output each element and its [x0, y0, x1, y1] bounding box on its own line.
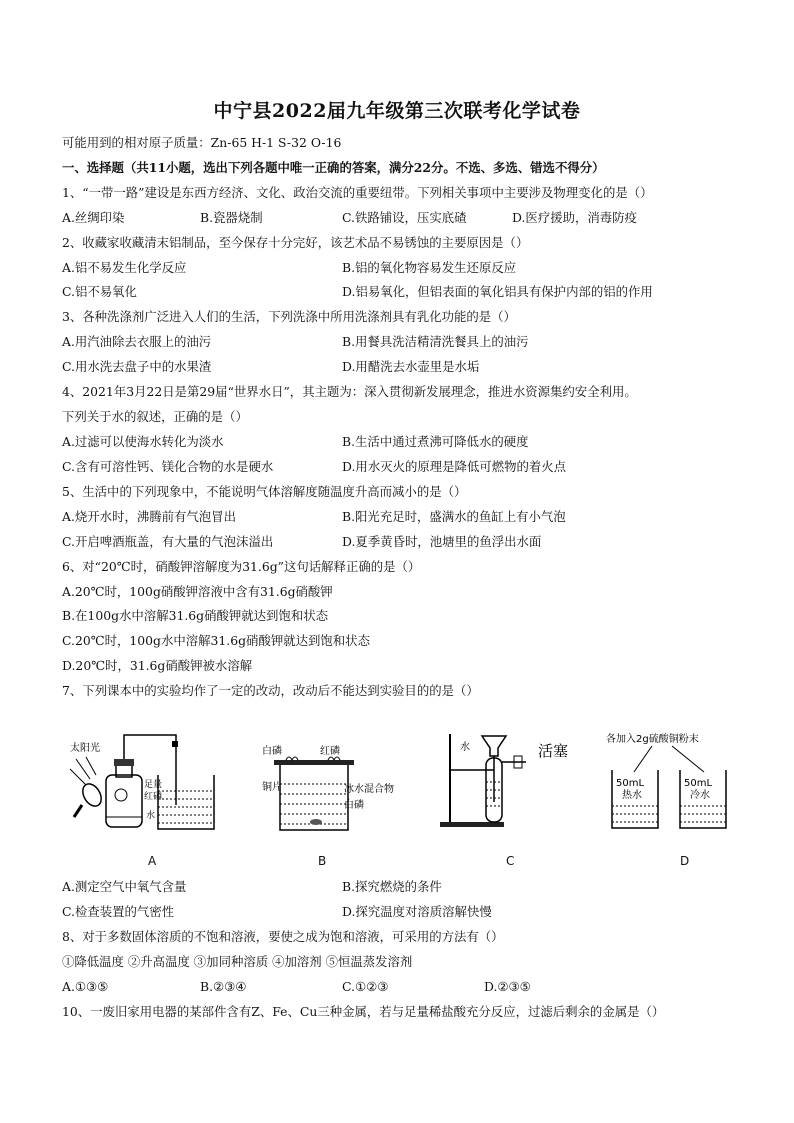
q8-option-b: B.②③④: [200, 979, 247, 994]
fig-c-valve-label: 活塞: [538, 742, 569, 760]
q8-option-a: A.①③⑤: [62, 979, 109, 994]
q2-option-b: B.铝的氧化物容易发生还原反应: [342, 260, 517, 275]
q6-option-b: B.在100g水中溶解31.6g硝酸钾就达到饱和状态: [62, 608, 329, 623]
q2-option-a: A.铝不易发生化学反应: [62, 260, 187, 275]
figure-d-label: D: [680, 854, 690, 868]
q8-methods: ①降低温度 ②升高温度 ③加同种溶质 ④加溶剂 ⑤恒温蒸发溶剂: [62, 954, 413, 969]
q7-option-c: C.检查装置的气密性: [62, 904, 175, 919]
q8-option-d: D.②③⑤: [484, 979, 531, 994]
q3-option-b: B.用餐具洗洁精清洗餐具上的油污: [342, 334, 529, 349]
fig-b-white-p2-label: 白磷: [344, 800, 364, 811]
atomic-masses: 可能用到的相对原子质量：Zn-65 H-1 S-32 O-16: [62, 135, 342, 150]
q6-option-a: A.20℃时，100g硝酸钾溶液中含有31.6g硝酸钾: [62, 584, 333, 599]
fig-d-hot-label: 热水: [622, 790, 642, 801]
q4-stem-line1: 4、2021年3月22日是第29届“世界水日”，其主题为：深入贯彻新发展理念，推进水资源集约安全利用。: [62, 384, 637, 399]
figure-a-diagram: [66, 725, 232, 840]
fig-d-hot-volume: 50mL: [616, 778, 645, 789]
figure-b-diagram: [262, 740, 412, 835]
fig-a-label-2: 红磷: [144, 792, 163, 802]
figure-b-label: B: [318, 854, 327, 868]
q3-option-a: A.用汽油除去衣服上的油污: [62, 334, 212, 349]
q6-stem: 6、对“20℃时，硝酸钾溶解度为31.6g”这句话解释正确的是（）: [62, 559, 421, 574]
figure-c-diagram: [438, 722, 588, 832]
q8-stem: 8、对于多数固体溶质的不饱和溶液，要使之成为饱和溶液，可采用的方法有（）: [62, 929, 504, 944]
q3-option-d: D.用醋洗去水壶里是水垢: [342, 359, 480, 374]
q6-option-d: D.20℃时，31.6g硝酸钾被水溶解: [62, 658, 253, 673]
q2-stem: 2、收藏家收藏清末铝制品，至今保存十分完好，该艺术品不易锈蚀的主要原因是（）: [62, 235, 529, 250]
q5-option-b: B.阳光充足时，盛满水的鱼缸上有小气泡: [342, 509, 566, 524]
fig-a-sun-label: 太阳光: [70, 743, 100, 754]
figure-d-diagram: [600, 728, 750, 833]
q3-option-c: C.用水洗去盘子中的水果渣: [62, 359, 212, 374]
fig-b-ice-label: 冰水混合物: [344, 784, 394, 795]
q5-option-d: D.夏季黄昏时，池塘里的鱼浮出水面: [342, 534, 542, 549]
q7-stem: 7、下列课本中的实验均作了一定的改动，改动后不能达到实验目的的是（）: [62, 683, 479, 698]
q7-option-a: A.测定空气中氧气含量: [62, 879, 187, 894]
figure-a-label: A: [148, 854, 157, 868]
fig-b-white-p-label: 白磷: [262, 746, 282, 757]
q4-option-d: D.用水灭火的原理是降低可燃物的着火点: [342, 459, 567, 474]
q1-option-a: A.丝绸印染: [62, 210, 125, 225]
q5-stem: 5、生活中的下列现象中，不能说明气体溶解度随温度升高而减小的是（）: [62, 484, 467, 499]
q7-option-d: D.探究温度对溶质溶解快慢: [342, 904, 492, 919]
q8-option-c: C.①②③: [342, 979, 389, 994]
q1-option-c: C.铁路铺设，压实底碴: [342, 210, 467, 225]
fig-d-cold-volume: 50mL: [684, 778, 713, 789]
q3-stem: 3、各种洗涤剂广泛进入人们的生活，下列洗涤中所用洗涤剂具有乳化功能的是（）: [62, 309, 516, 324]
q7-option-b: B.探究燃烧的条件: [342, 879, 442, 894]
fig-d-top-label: 各加入2g硫酸铜粉末: [606, 734, 699, 745]
fig-c-water-label: 水: [460, 742, 470, 753]
fig-a-label-1: 足量: [144, 780, 163, 790]
fig-d-cold-label: 冷水: [690, 790, 710, 801]
q1-option-b: B.瓷器烧制: [200, 210, 263, 225]
q4-option-b: B.生活中通过煮沸可降低水的硬度: [342, 434, 529, 449]
page-title: 中宁县2022届九年级第三次联考化学试卷: [213, 100, 581, 122]
fig-a-water-label: 水: [146, 811, 156, 821]
q6-option-c: C.20℃时，100g水中溶解31.6g硝酸钾就达到饱和状态: [62, 633, 370, 648]
q4-option-c: C.含有可溶性钙、镁化合物的水是硬水: [62, 459, 274, 474]
fig-b-copper-label: 铜片: [262, 782, 282, 793]
q4-stem-line2: 下列关于水的叙述，正确的是（）: [62, 409, 248, 424]
figure-c-label: C: [506, 854, 515, 868]
fig-b-red-p-label: 红磷: [320, 746, 340, 757]
q5-option-c: C.开启啤酒瓶盖，有大量的气泡沫溢出: [62, 534, 274, 549]
q2-option-d: D.铝易氧化，但铝表面的氧化铝具有保护内部的铝的作用: [342, 284, 653, 299]
q5-option-a: A.烧开水时，沸腾前有气泡冒出: [62, 509, 236, 524]
q1-option-d: D.医疗援助，消毒防疫: [512, 210, 637, 225]
q4-option-a: A.过滤可以使海水转化为淡水: [62, 434, 224, 449]
q2-option-c: C.铝不易氧化: [62, 284, 137, 299]
q1-stem: 1、“一带一路”建设是东西方经济、文化、政治交流的重要纽带。下列相关事项中主要涉及物理变化的是（）: [62, 185, 653, 200]
q10-stem: 10、一废旧家用电器的某部件含有Z、Fe、Cu三种金属，若与足量稀盐酸充分反应，过滤后剩余的金属是（）: [62, 1004, 665, 1019]
section-header: 一、选择题（共11小题，选出下列各题中唯一正确的答案，满分22分。不选、多选、错选不得分）: [62, 160, 605, 175]
